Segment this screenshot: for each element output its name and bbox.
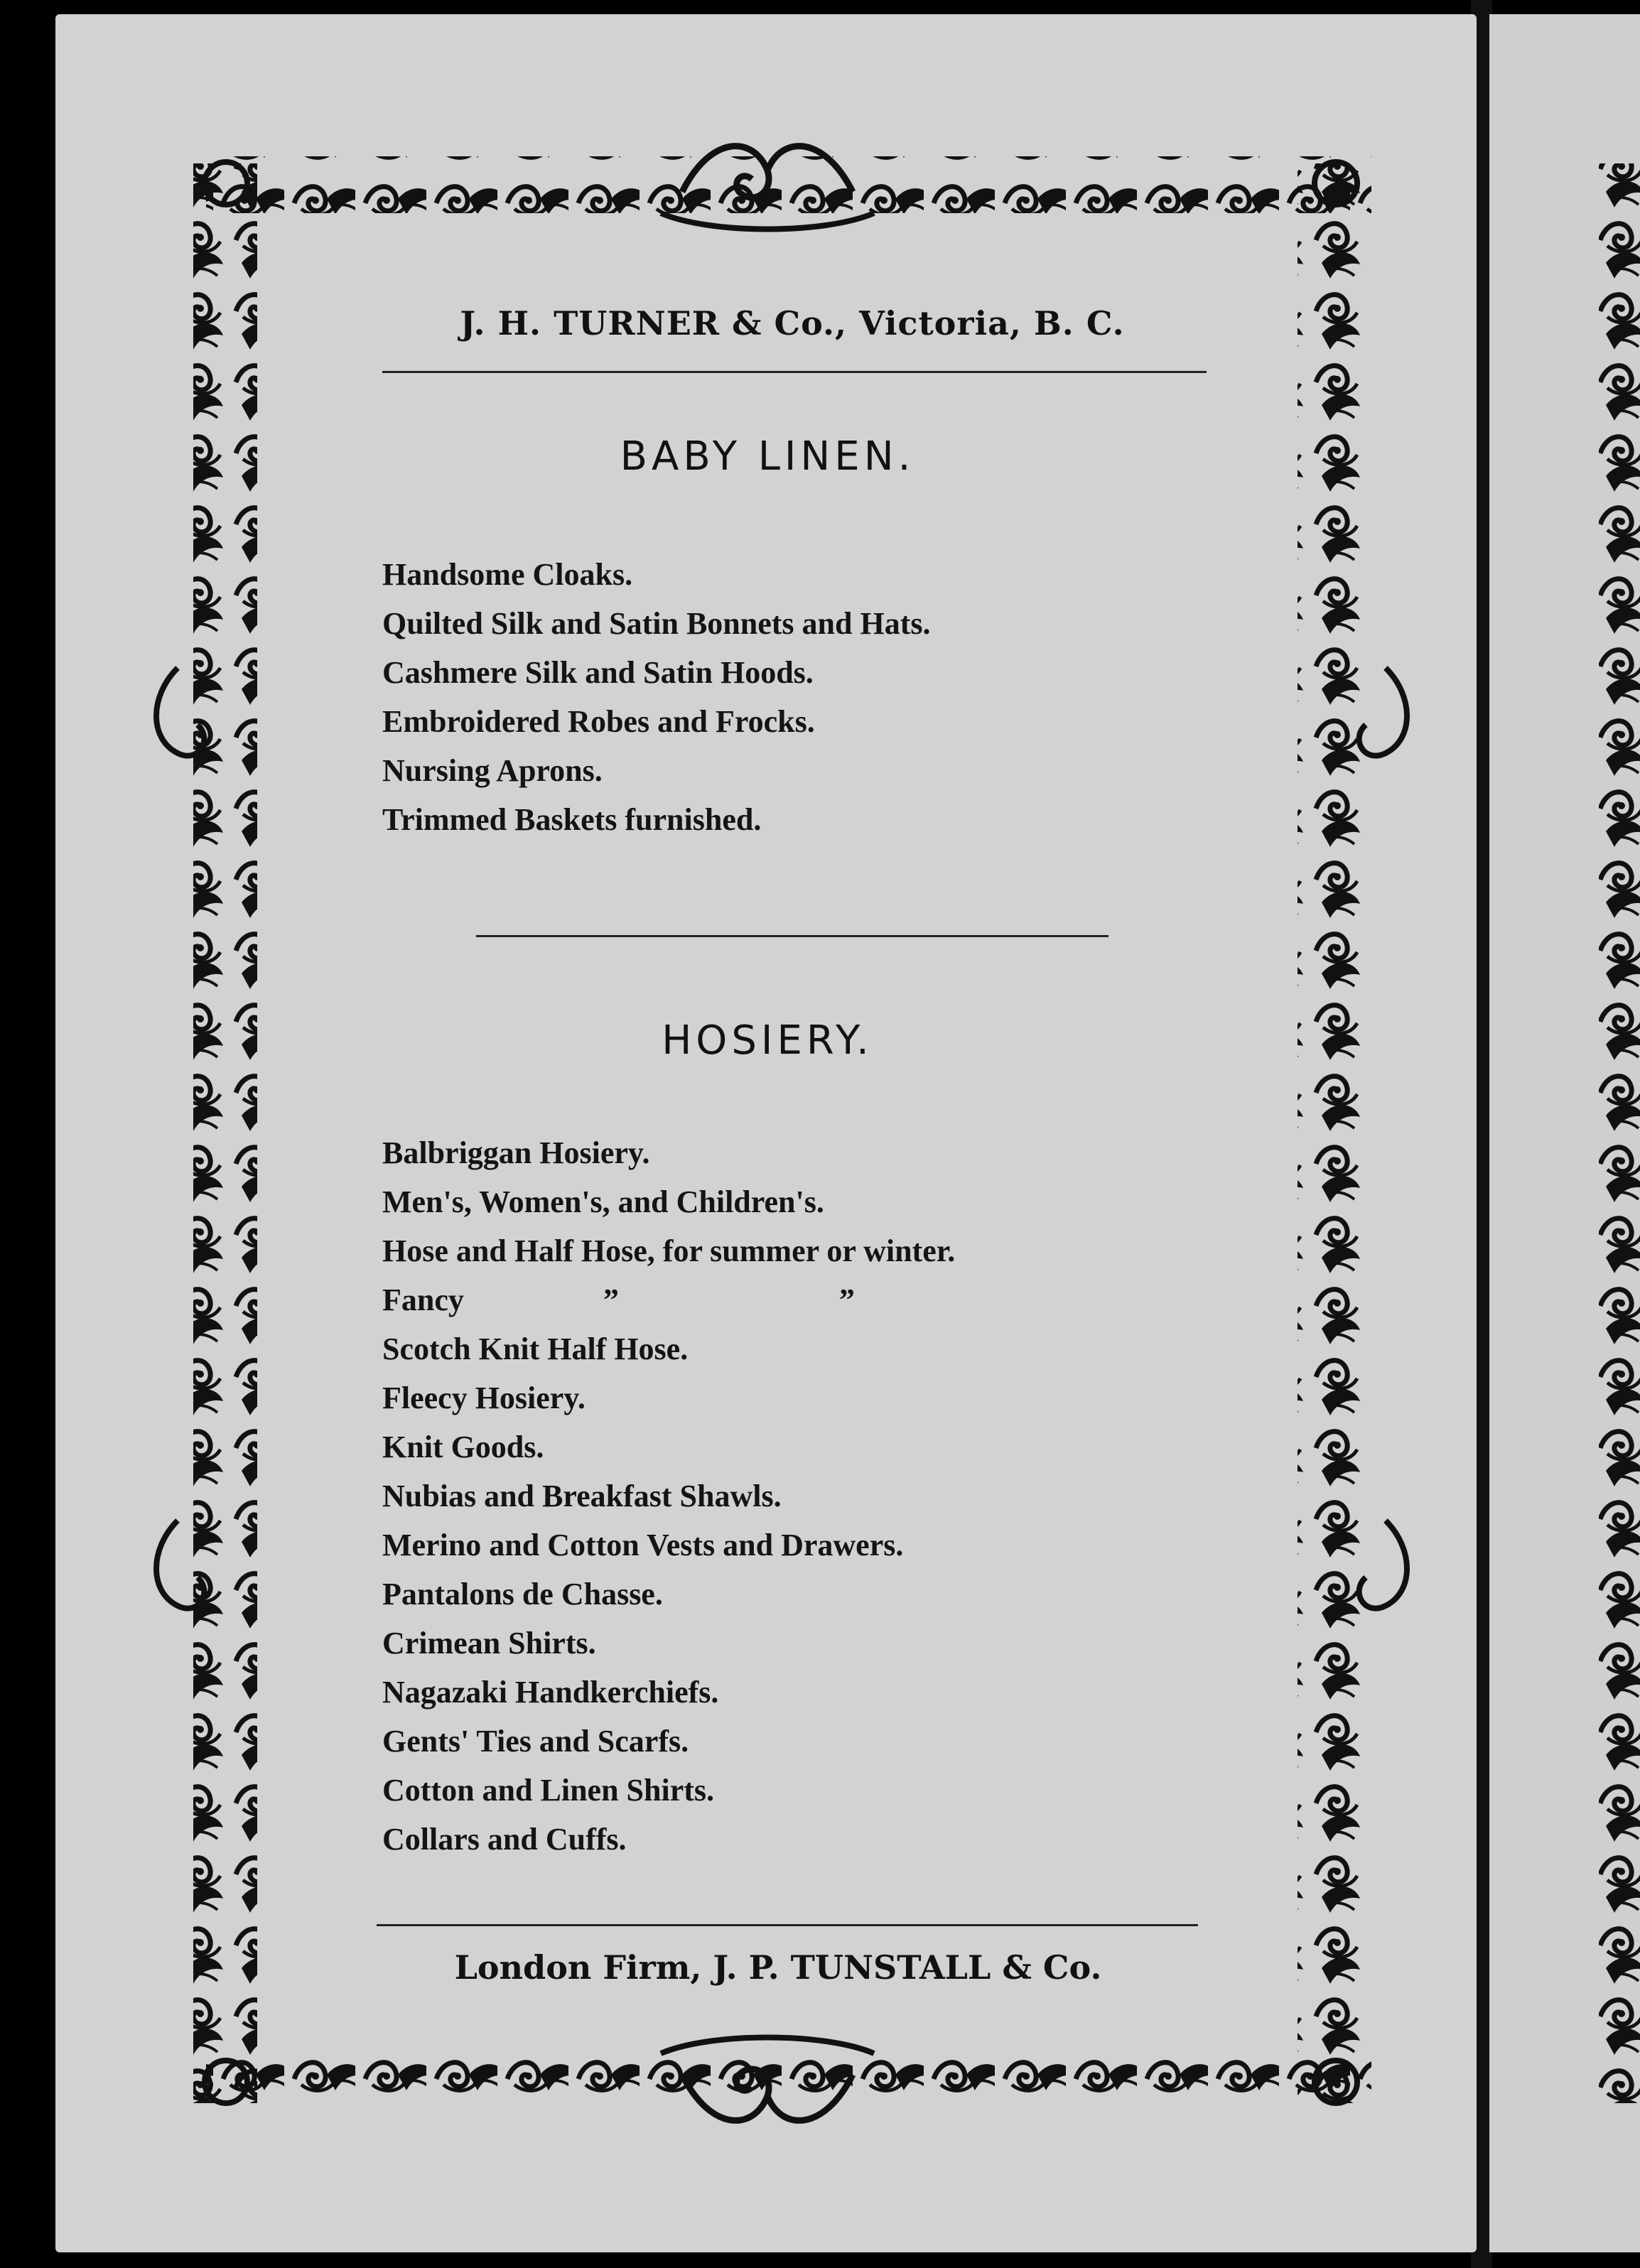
list-item: Nubias and Breakfast Shawls. <box>382 1479 782 1513</box>
list-item: Cotton and Linen Shirts. <box>382 1773 715 1808</box>
list-item: Gents' Ties and Scarfs. <box>382 1724 689 1759</box>
section-title-hosiery: HOSIERY. <box>662 1017 873 1064</box>
footer-firm-name: London Firm, J. P. TUNSTALL & Co. <box>454 1948 1102 1987</box>
list-item: Men's, Women's, and Children's. <box>382 1184 824 1219</box>
list-item: Merino and Cotton Vests and Drawers. <box>382 1528 904 1562</box>
list-item: Trimmed Baskets furnished. <box>382 802 762 837</box>
section-title-baby-linen: BABY LINEN. <box>620 433 915 480</box>
list-item: Crimean Shirts. <box>382 1626 596 1660</box>
list-item: Cashmere Silk and Satin Hoods. <box>382 655 814 690</box>
list-item: Hose and Half Hose, for summer or winter. <box>382 1233 956 1268</box>
fancy-label: Fancy <box>382 1282 464 1317</box>
list-item: Fleecy Hosiery. <box>382 1381 586 1415</box>
list-item: Nursing Aprons. <box>382 753 603 788</box>
list-item: Scotch Knit Half Hose. <box>382 1332 689 1366</box>
list-item-fancy <box>382 1275 955 1324</box>
header-firm-name: J. H. TURNER & Co., Victoria, B. C. <box>460 304 1125 342</box>
baby-linen-list <box>382 550 930 844</box>
list-item: Knit Goods. <box>382 1430 544 1464</box>
header-divider <box>382 371 1207 373</box>
list-item: Balbriggan Hosiery. <box>382 1135 650 1170</box>
hosiery-list <box>382 1128 955 1864</box>
section-divider <box>476 935 1108 937</box>
list-item: Embroidered Robes and Frocks. <box>382 704 815 739</box>
footer-divider <box>377 1924 1198 1926</box>
list-item: Handsome Cloaks. <box>382 557 633 592</box>
list-item: Nagazaki Handkerchiefs. <box>382 1675 719 1710</box>
list-item: Quilted Silk and Satin Bonnets and Hats. <box>382 606 931 641</box>
list-item: Pantalons de Chasse. <box>382 1577 663 1611</box>
ditto-mark: ” <box>838 1282 855 1317</box>
ditto-mark: ” <box>603 1282 619 1317</box>
list-item: Collars and Cuffs. <box>382 1822 627 1857</box>
